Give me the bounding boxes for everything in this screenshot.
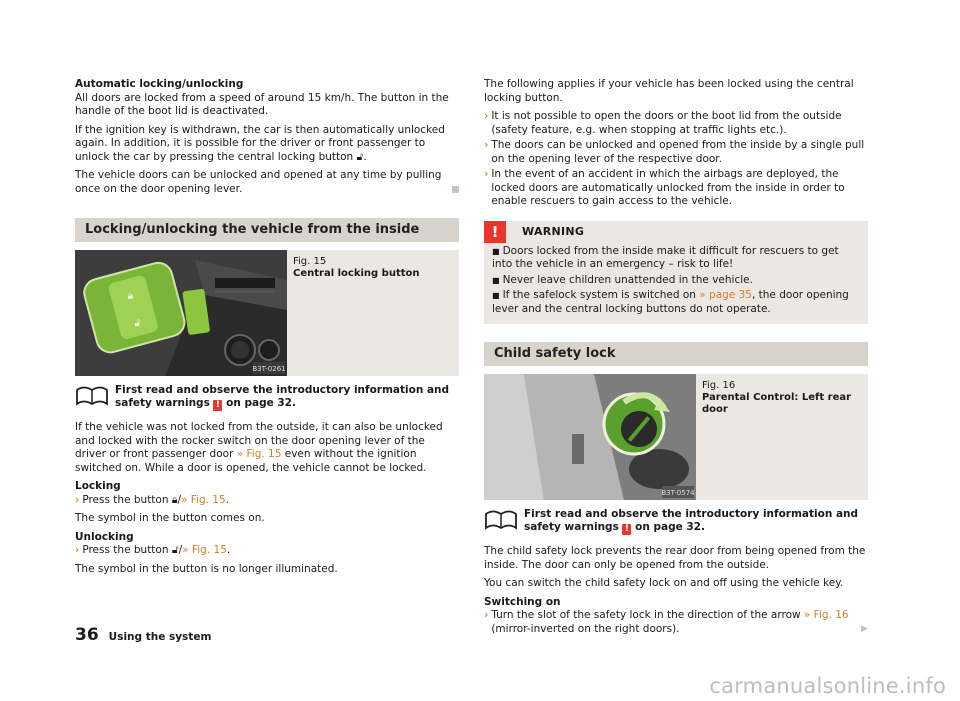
step-arrow-icon: ›: [484, 609, 489, 621]
list-item: › The doors can be unlocked and opened from the inside by a single pull on the opening lever of the respective door.: [484, 139, 865, 165]
locking-block: Locking › Press the button 🔒︎/» Fig. 15.: [75, 480, 229, 506]
unlocking-block: Unlocking › Press the button 🔓︎/» Fig. 15.: [75, 530, 231, 556]
auto-heading: Automatic locking/unlocking: [75, 78, 244, 90]
auto-paragraph-3: The vehicle doors can be unlocked and opened at any time by pulling once on the door opening lever.: [75, 169, 459, 196]
unlocking-heading: Unlocking: [75, 530, 134, 543]
section-end-icon: [452, 186, 459, 193]
continued-icon: ▶: [861, 623, 868, 634]
section-title-child-safety: Child safety lock: [484, 342, 868, 366]
section-title-locking-inside: Locking/unlocking the vehicle from the inside: [75, 218, 459, 242]
warning-item: ■ If the safelock system is switched on » page 35, the door opening lever and the central locking buttons do not operate.: [492, 289, 849, 315]
auto-paragraph-1: All doors are locked from a speed of around 15 km/h. The button in the handle of the boot lid is deactivated.: [75, 91, 449, 117]
unlock-symbol-icon: 🔓︎: [356, 150, 364, 163]
unlock-symbol-icon: 🔓︎: [171, 544, 179, 556]
figure-15: [75, 250, 459, 376]
fig-15-link[interactable]: » Fig. 15: [182, 544, 227, 556]
body-paragraph-2: You can switch the child safety lock on and off using the vehicle key.: [484, 577, 844, 589]
right-intro: The following applies if your vehicle has been locked using the central locking button.: [484, 78, 854, 104]
warning-icon: !: [213, 400, 222, 411]
figure-16: [484, 374, 868, 500]
first-read-note: First read and observe the introductory information and safety warnings ! on page 32.: [75, 384, 459, 411]
figure-code: B3T-0261: [252, 365, 286, 373]
right-column: [484, 78, 868, 638]
bullet-arrow-icon: ›: [484, 139, 489, 151]
warning-icon: !: [484, 221, 506, 243]
svg-text:🔓︎: 🔓︎: [132, 317, 143, 330]
figure-caption-text: Parental Control: Left rear door: [702, 392, 852, 415]
fig-15-link[interactable]: » Fig. 15: [181, 493, 226, 506]
figure-label: Fig. 15: [293, 256, 327, 267]
bullet-arrow-icon: ›: [484, 168, 489, 180]
book-icon: [75, 384, 109, 406]
warning-box: [484, 221, 868, 325]
warning-item: ■ Doors locked from the inside make it difficult for rescuers to get into the vehicle in an emergency – risk to life!: [492, 244, 839, 270]
auto-paragraph-2: If the ignition key is withdrawn, the car is then automatically unlocked again. In addition, it is possible for the driver or front passenger to unlock the car by pressing the central locking button 🔓︎.: [75, 123, 445, 163]
body-paragraph-1: The child safety lock prevents the rear door from being opened from the inside. The door can only be opened from the outside.: [484, 545, 866, 571]
list-item: › Turn the slot of the safety lock in the direction of the arrow » Fig. 16 (mirror-inverted on the right doors). ▶: [484, 609, 868, 635]
left-column: [75, 78, 459, 581]
unlocking-result: The symbol in the button is no longer illuminated.: [75, 562, 338, 575]
child-safety-lock-image: [484, 374, 696, 500]
step-arrow-icon: ›: [75, 544, 80, 556]
lock-symbol-icon: 🔒︎: [171, 493, 178, 506]
footer-section: Using the system: [108, 631, 212, 643]
list-item: › It is not possible to open the doors or the boot lid from the outside (safety feature, e.g. when stopping at traffic lights etc.).: [484, 110, 842, 136]
body-paragraph-1: If the vehicle was not locked from the outside, it can also be unlocked and locked with the rocker switch on the door opening lever of the driver or front passenger door » Fig. 15 even without the ignition switched on. While a door is opened, the vehicle cannot be locked.: [75, 421, 443, 474]
fig-16-link[interactable]: » Fig. 16: [803, 609, 849, 621]
svg-text:🔒︎: 🔒︎: [126, 290, 135, 303]
figure-label: Fig. 16: [702, 380, 736, 391]
bullet-arrow-icon: ›: [484, 110, 489, 122]
switch-heading: Switching on: [484, 595, 561, 608]
switch-block: [484, 596, 868, 610]
auto-block: [75, 78, 459, 119]
figure-caption-text: Central locking button: [293, 268, 420, 279]
figure-code: B3T-0574: [661, 489, 695, 497]
step-arrow-icon: ›: [75, 493, 80, 506]
figure-caption: [287, 250, 426, 376]
warning-icon: !: [622, 524, 631, 535]
warning-title: WARNING: [522, 224, 585, 238]
list-item: › In the event of an accident in which the airbags are deployed, the locked doors are automatically unlocked from the inside in order to enable rescuers to gain access to the vehicle.: [484, 168, 845, 207]
book-icon: [484, 508, 518, 530]
page-footer: [75, 625, 212, 645]
page-number: 36: [75, 625, 99, 645]
fig-15-link[interactable]: » Fig. 15: [236, 448, 282, 460]
watermark: carmanualsonline.info: [709, 673, 946, 698]
first-read-note: First read and observe the introductory information and safety warnings ! on page 32.: [484, 508, 868, 535]
figure-caption: [696, 374, 868, 500]
locking-result: The symbol in the button comes on.: [75, 512, 265, 524]
locking-heading: Locking: [75, 480, 121, 492]
page-35-link[interactable]: » page 35: [699, 289, 752, 301]
central-locking-button-image: [75, 250, 287, 376]
warning-item: ■ Never leave children unattended in the vehicle.: [492, 273, 753, 286]
